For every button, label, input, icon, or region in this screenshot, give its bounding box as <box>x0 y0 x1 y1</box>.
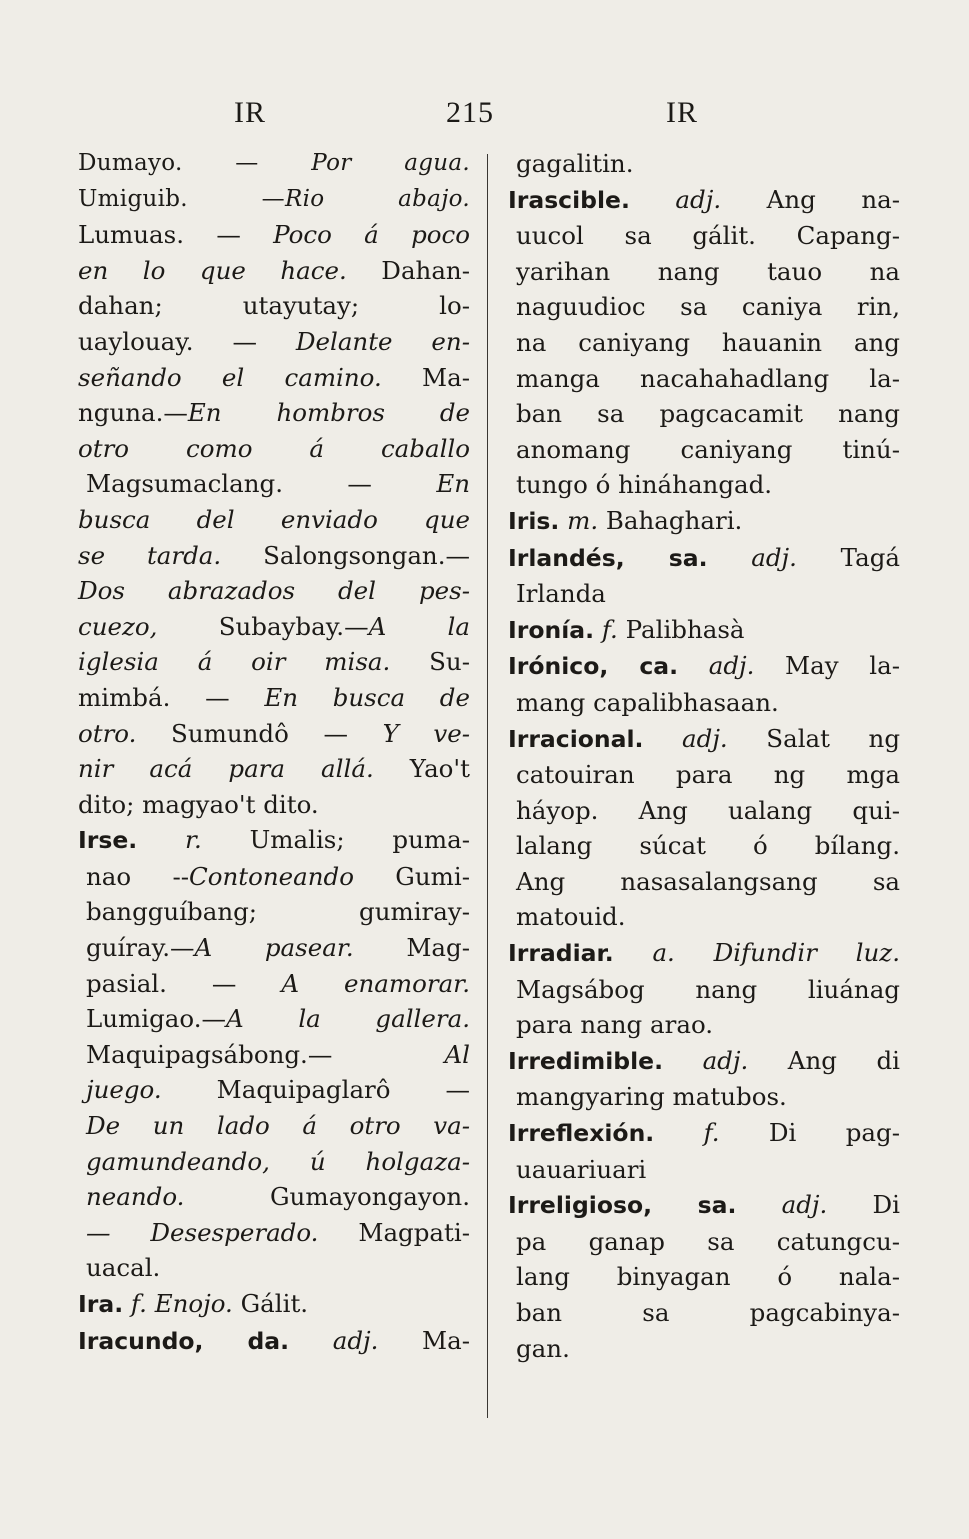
entry-irredimible: Irredimible. adj. Ang di <box>508 1045 900 1075</box>
headword: Irreligioso, sa. <box>508 1191 737 1220</box>
text-line: Lumuas. — Poco á poco <box>78 220 470 250</box>
text-line: naguudioc sa caniya rin, <box>516 292 900 322</box>
headword: Irradiar. <box>508 939 614 968</box>
text-line: tungo ó hináhangad. <box>516 470 773 500</box>
left-column <box>78 146 470 1359</box>
text-line: ban sa pagcacamit nang <box>516 399 900 429</box>
text-line: háyop. Ang ualang qui- <box>516 795 900 825</box>
text-line: Magsábog nang liuánag <box>516 974 900 1004</box>
page-header <box>0 96 969 140</box>
text-line: en lo que hace. Dahan- <box>78 255 470 285</box>
entry-irreligioso: Irreligioso, sa. adj. Di <box>508 1190 900 1220</box>
text-line: Dumayo. — Por agua. <box>78 150 470 176</box>
text-line: Umiguib. —Rio abajo. <box>78 185 470 212</box>
text-line: lalang súcat ó bílang. <box>516 831 900 861</box>
text-line: anomang caniyang tinú- <box>516 434 900 464</box>
text-line: Dos abrazados del pes- <box>78 576 470 606</box>
headword: Irreflexión. <box>508 1119 655 1148</box>
text-line: Magsumaclang. — En <box>86 469 470 499</box>
text-line: uacal. <box>86 1253 161 1283</box>
headword: Irse. <box>78 826 138 855</box>
text-line: nao --Contoneando Gumi- <box>86 861 470 891</box>
entry-irracional: Irracional. adj. Salat ng <box>508 723 901 753</box>
text-line: juego. Maquipaglarô — <box>86 1075 470 1105</box>
text-line: Ang nasasalangsang sa <box>516 866 900 896</box>
text-line: dahan; utayutay; lo- <box>78 291 470 321</box>
column-divider <box>487 154 488 1418</box>
header-right-guide-word: IR <box>666 96 698 129</box>
text-line: busca del enviado que <box>78 504 470 534</box>
text-line: mimbá. — En busca de <box>78 682 470 712</box>
entry-irlandes: Irlandés, sa. adj. Tagá <box>508 542 901 572</box>
text-line: gamundeando, ú holgaza- <box>86 1146 470 1176</box>
headword: Irascible. <box>508 185 630 214</box>
text-line: uaylouay. — Delante en- <box>78 326 470 356</box>
text-line: dito; magyao't dito. <box>78 789 319 819</box>
entry-ironico: Irónico, ca. adj. May la- <box>508 651 900 681</box>
text-line: nguna.—En hombros de <box>78 398 470 428</box>
text-line: pasial. — A enamorar. <box>86 968 470 998</box>
text-line: lang binyagan ó nala- <box>516 1262 900 1292</box>
text-line: iglesia á oir misa. Su- <box>78 647 470 677</box>
entry-iracundo: Iracundo, da. adj. Ma- <box>78 1325 470 1355</box>
text-line: cuezo, Subaybay.—A la <box>78 611 470 641</box>
text-line: uauariuari <box>516 1154 647 1184</box>
text-line: gan. <box>516 1333 570 1363</box>
text-line: mangyaring matubos. <box>516 1082 787 1112</box>
entry-ira: Ira. f. Enojo. Gálit. <box>78 1289 309 1318</box>
text-line: Lumigao.—A la gallera. <box>86 1004 470 1034</box>
text-line: uucol sa gálit. Capang- <box>516 221 900 251</box>
headword: Irlandés, sa. <box>508 543 708 572</box>
text-line: yarihan nang tauo na <box>516 256 900 286</box>
text-line: señando el camino. Ma- <box>78 362 470 392</box>
entry-irse: Irse. r. Umalis; puma- <box>78 825 470 855</box>
text-line: Maquipagsábong.— Al <box>86 1039 470 1069</box>
headword: Iris. <box>508 506 560 535</box>
text-line: manga nacahahadlang la- <box>516 363 900 393</box>
text-line: matouid. <box>516 902 626 932</box>
header-left-guide-word: IR <box>234 96 266 129</box>
headword: Ira. <box>78 1290 124 1318</box>
text-line: gagalitin. <box>516 149 634 178</box>
right-column <box>508 146 900 1366</box>
text-line: Irlanda <box>516 579 606 609</box>
page-number: 215 <box>446 96 494 129</box>
headword: Ironía. <box>508 615 595 644</box>
text-line: De un lado á otro va- <box>86 1111 470 1141</box>
entry-iris: Iris. m. Bahaghari. <box>508 505 743 535</box>
entry-irradiar: Irradiar. a. Difundir luz. <box>508 938 900 968</box>
entry-irreflexion: Irreflexión. f. Di pag- <box>508 1118 900 1148</box>
text-line: guíray.—A pasear. Mag- <box>86 933 470 963</box>
text-line: bangguíbang; gumiray- <box>86 897 470 927</box>
headword: Irónico, ca. <box>508 652 679 681</box>
text-line: mang capalibhasaan. <box>516 687 779 717</box>
text-line: catouiran para ng mga <box>516 760 900 790</box>
entry-irascible: Irascible. adj. Ang na- <box>508 184 900 214</box>
headword: Iracundo, da. <box>78 1326 290 1355</box>
text-line: otro. Sumundô — Y ve- <box>78 718 470 748</box>
text-line: pa ganap sa catungcu- <box>516 1226 900 1256</box>
headword: Irredimible. <box>508 1046 664 1075</box>
text-line: neando. Gumayongayon. <box>86 1182 470 1212</box>
text-line: nir acá para allá. Yao't <box>78 754 471 784</box>
entry-ironia: Ironía. f. Palibhasà <box>508 614 745 644</box>
text-line: se tarda. Salongsongan.— <box>78 540 470 570</box>
headword: Irracional. <box>508 724 644 753</box>
text-line: na caniyang hauanin ang <box>516 327 900 357</box>
text-line: otro como á caballo <box>78 433 470 463</box>
text-line: para nang arao. <box>516 1010 714 1040</box>
text-line: — Desesperado. Magpati- <box>86 1217 470 1247</box>
text-line: ban sa pagcabinya- <box>516 1298 900 1327</box>
